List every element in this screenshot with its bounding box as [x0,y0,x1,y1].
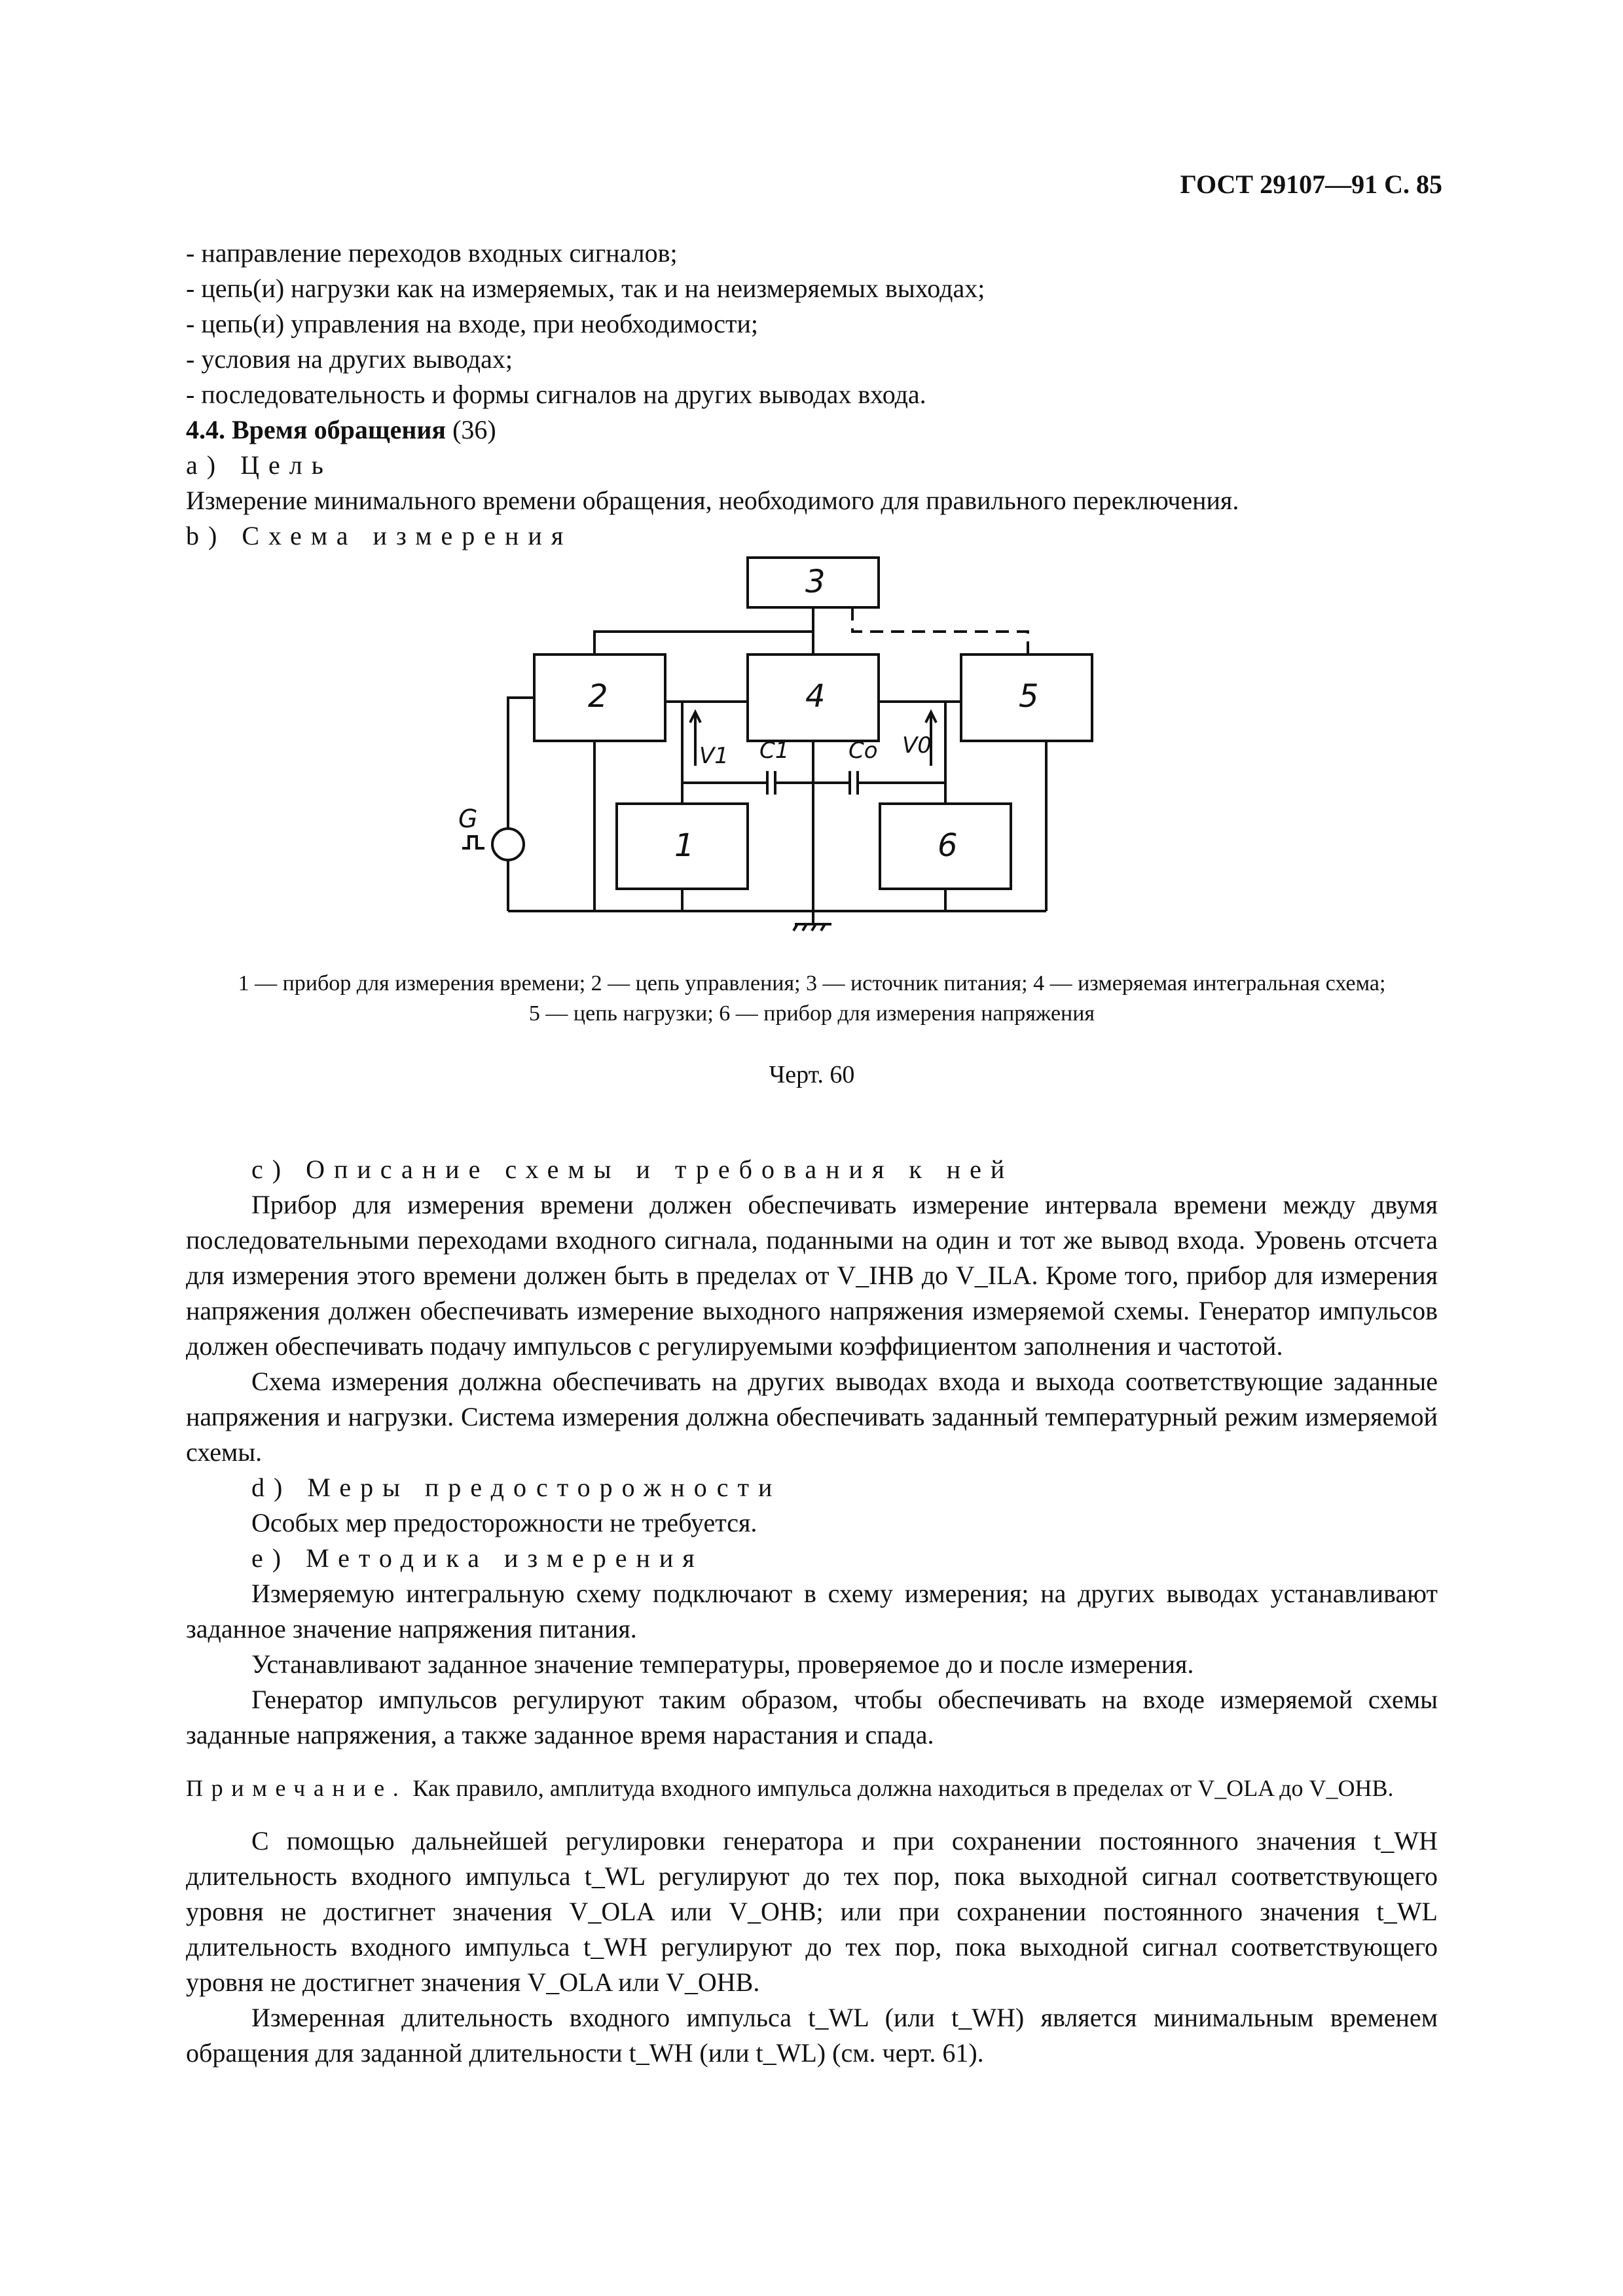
block-3-label: 3 [805,564,826,600]
subsection-a-title: а) Цель [186,450,333,480]
v0-label: V0 [902,732,932,759]
section-number: 4.4. [186,415,225,444]
section-title: Время обращения [232,415,447,444]
caption-line: 1 — прибор для измерения времени; 2 — цепь управления; 3 — источник питания; 4 — измеряемая интегральная схема; [238,971,1386,996]
c0-label: Co [848,738,878,764]
list-item: - направление переходов входных сигналов; [186,238,678,268]
note [186,1772,1438,1804]
generator-label: G [458,804,478,833]
section-ref: (36) [452,415,496,444]
paragraph: Схема измерения должна обеспечивать на других выводах входа и выхода соответствующие заданные напряжения и нагрузки. Система измерения должна обеспечивать заданный температурный режим измеряемой схемы. [186,1367,1438,1467]
list-item: - условия на других выводах; [186,344,513,374]
subsection-d-title: d) Меры предосторожности [251,1473,782,1502]
paragraph: Устанавливают заданное значение температуры, проверяемое до и после измерения. [251,1649,1194,1679]
list-item: - цепь(и) нагрузки как на измеряемых, так и на неизмеряемых выходах; [186,274,985,303]
block-6-label: 6 [938,827,958,864]
list-item: - цепь(и) управления на входе, при необходимости; [186,309,759,338]
paragraph: Генератор импульсов регулируют таким образом, чтобы обеспечивать на входе измеряемой схемы заданные напряжения, а также заданное время нарастания и спада. [186,1685,1438,1749]
subsection-a-text: Измерение минимального времени обращения, необходимого для правильного переключения. [186,486,1239,515]
figure-caption [186,969,1438,1029]
block-5-label: 5 [1019,678,1039,715]
subsection-b-title: b) Схема измерения [186,521,573,550]
v1-label: V1 [699,743,729,769]
caption-line: 5 — цепь нагрузки; 6 — прибор для измерения напряжения [528,1001,1095,1026]
paragraph: Измеряемую интегральную схему подключают в схему измерения; на других выводах устанавливают заданное значение напряжения питания. [186,1579,1438,1643]
paragraph: Прибор для измерения времени должен обеспечивать измерение интервала времени между двумя последовательными переходами входного сигнала, поданными на один и тот же вывод входа. Уровень отсчета для измерения этого времени должен быть в пределах от V_IHB до V_ILA. Кроме того, прибор для измерения напряжения должен обеспечивать измерение выходного напряжения измеряемой схемы. Генератор импульсов должен обеспечивать подачу импульсов с регулируемыми коэффициентом заполнения и частотой. [186,1190,1438,1361]
page-header: ГОСТ 29107—91 С. 85 [1180,170,1442,199]
subsection-e-title: е) Методика измерения [251,1543,704,1573]
block-4-label: 4 [805,678,826,715]
note-text: Как правило, амплитуда входного импульса должна находиться в пределах от V_OLA до V_OHB. [412,1775,1394,1801]
paragraph: Измеренная длительность входного импульса t_WL (или t_WH) является минимальным временем обращения для заданной длительности t_WH (или t_WL) (см. черт. 61). [186,2003,1438,2068]
paragraph: С помощью дальнейшей регулировки генератора и при сохранении постоянного значения t_WH длительность входного импульса t_WL регулируют до тех пор, пока выходной сигнал соответствующего уровня не достигнет значения V_OLA или V_OHB; или при сохранении постоянного значения t_WL длительность входного импульса t_WH регулируют до тех пор, пока выходной сигнал соответствующего уровня не достигнет значения V_OLA или V_OHB. [186,1826,1438,1997]
block-2-label: 2 [588,678,608,715]
body-text [186,1152,1438,2071]
block-1-label: 1 [674,827,695,864]
subsection-c-title: с) Описание схемы и требования к ней [251,1155,1014,1184]
paragraph: Особых мер предосторожности не требуется. [251,1508,757,1537]
figure-label: Черт. 60 [769,1061,855,1088]
note-label: Примечание. [186,1775,407,1801]
list-item: - последовательность и формы сигналов на других выводах входа. [186,380,926,409]
c1-label: C1 [759,738,790,764]
